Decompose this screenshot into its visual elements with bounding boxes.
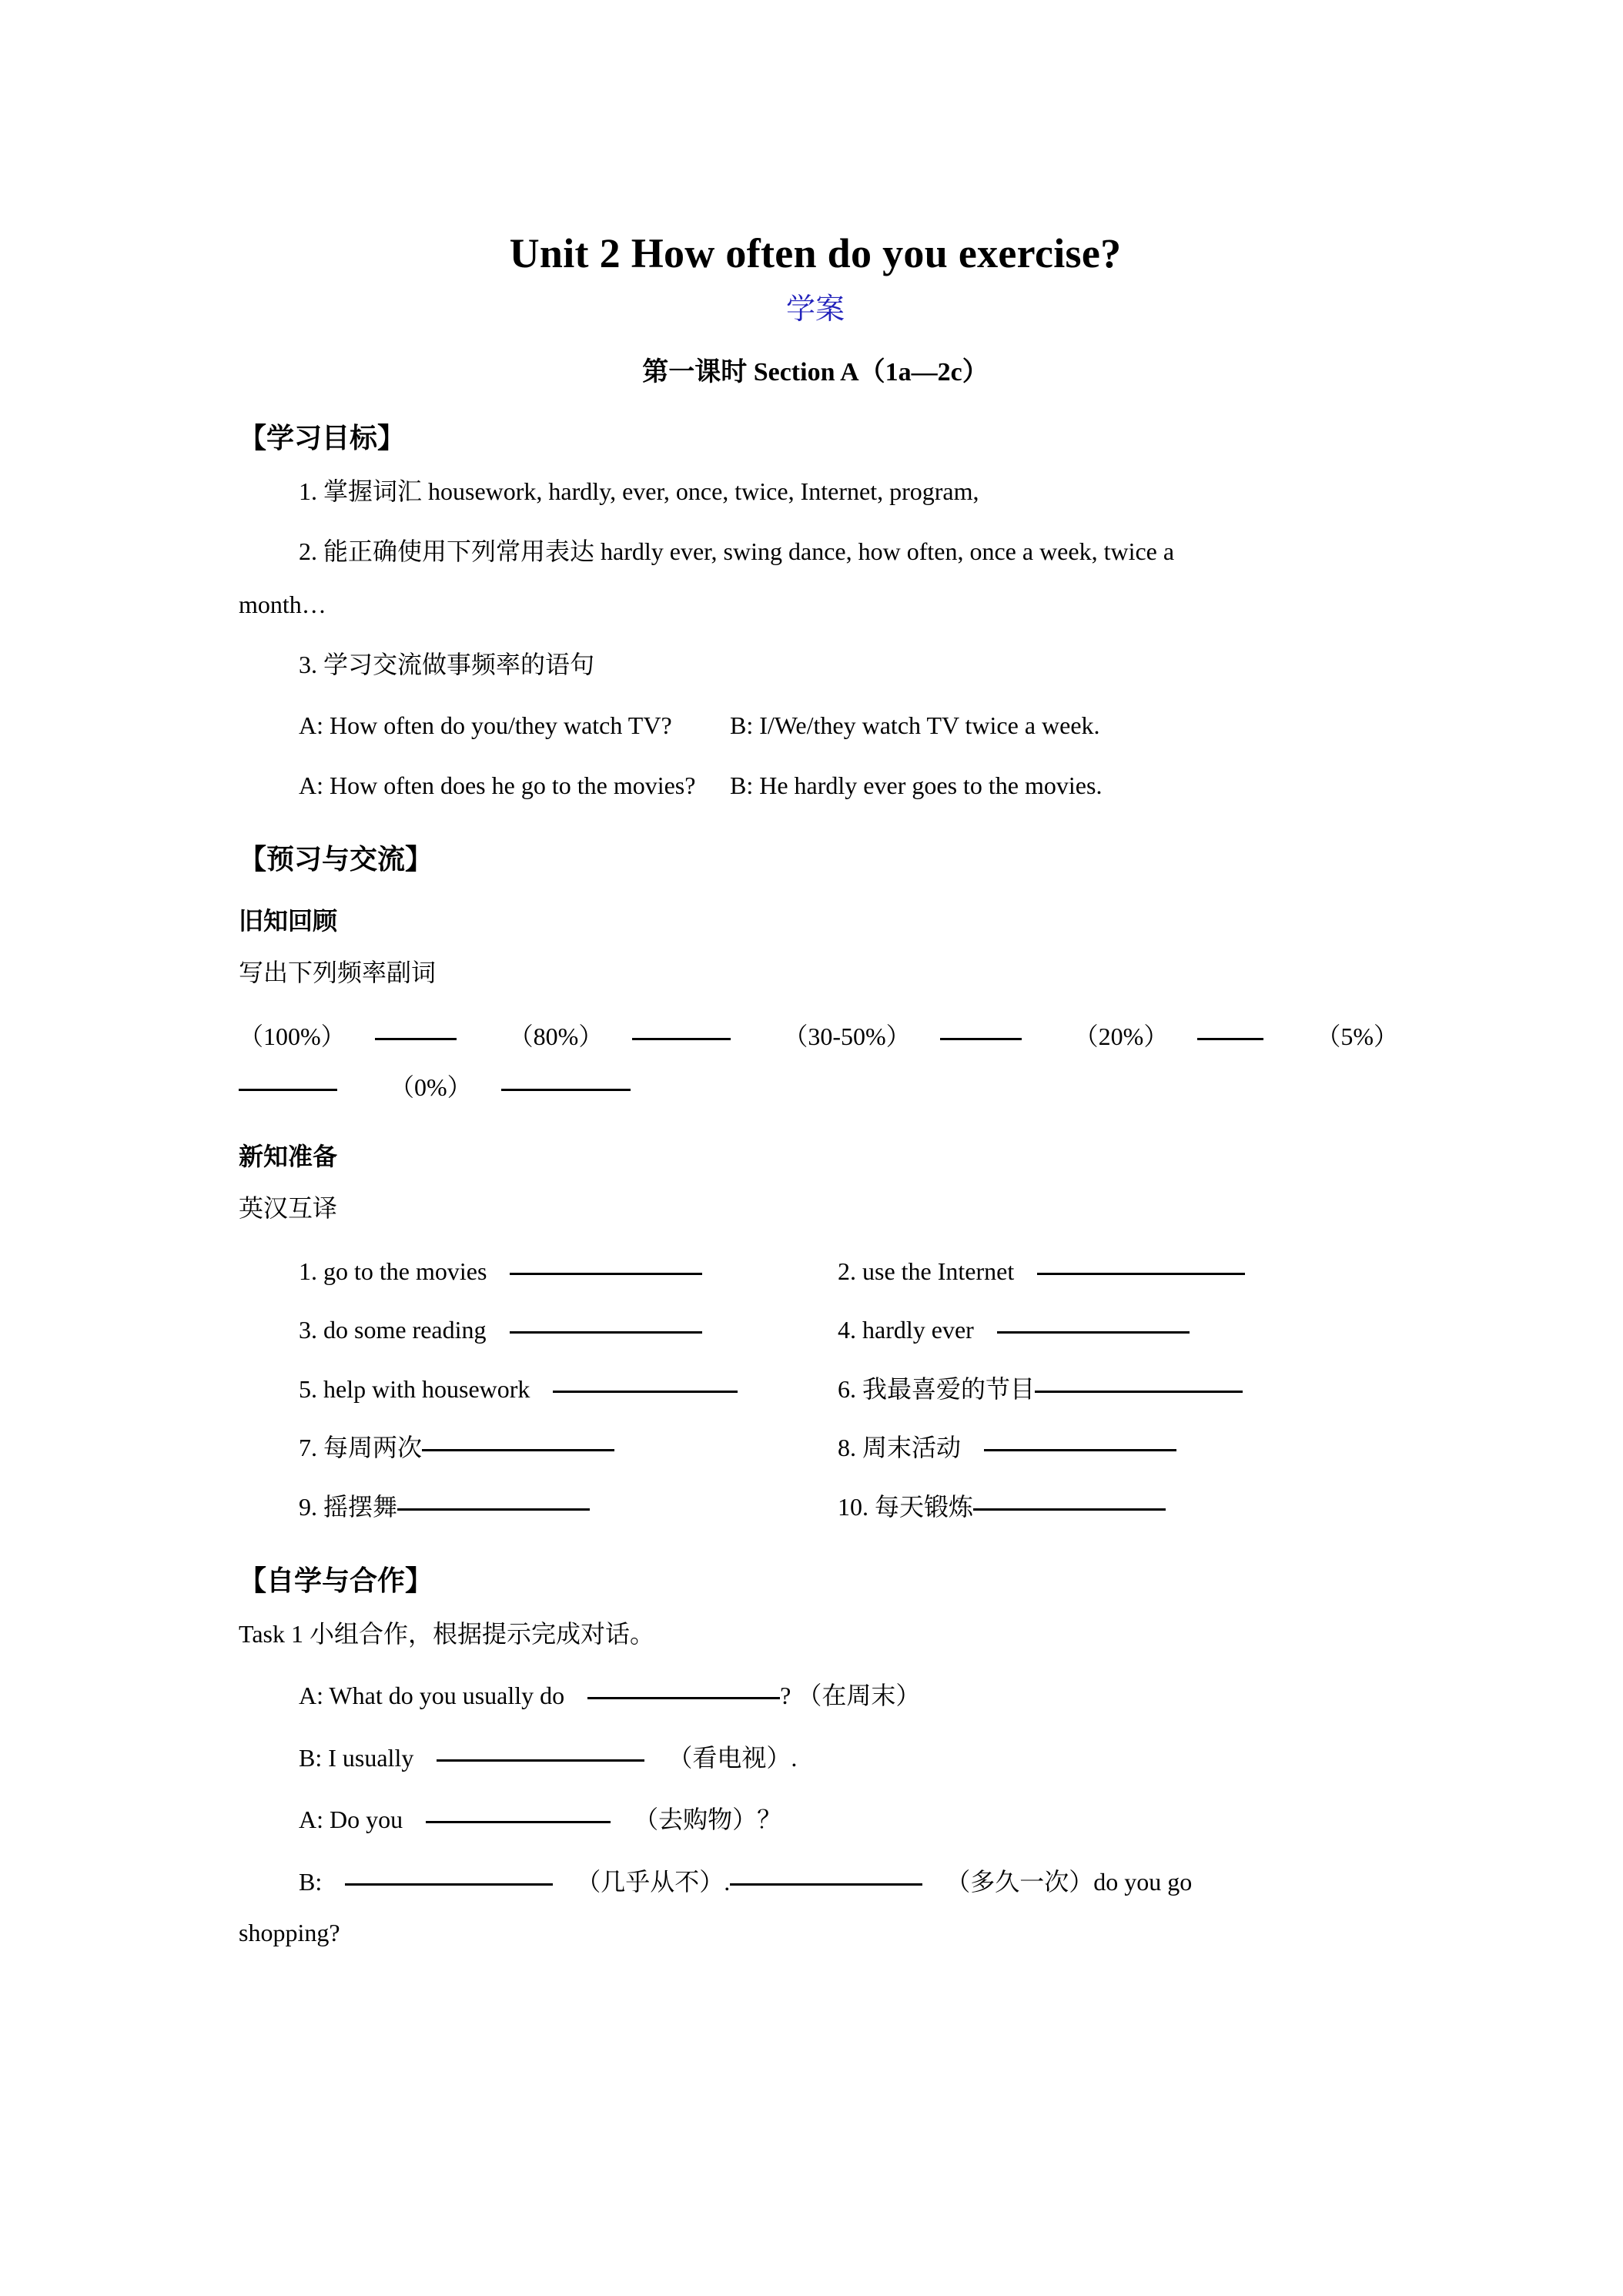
example-dialogue-row-2 [239,761,1392,809]
section-heading-objectives: 【学习目标】 [239,422,406,454]
dialogue-question-2: A: How often does he go to the movies? [299,771,696,800]
translation-item-7-label: 7. 每周两次 [299,1434,423,1462]
task1-line-b1 [239,1734,1392,1782]
lesson-period-heading: 第一课时 Section A（1a—2c） [642,358,989,387]
translation-item-8 [838,1424,1392,1471]
task1-line-b2-continuation: shopping? [239,1918,340,1946]
frequency-label-5: （5%） [1316,1022,1399,1050]
translation-item-2-label: 2. use the Internet [838,1257,1015,1285]
task1-line-b2 [239,1858,1392,1906]
translation-item-9-label: 9. 摇摆舞 [299,1492,398,1521]
translation-blank-7[interactable] [422,1449,614,1451]
dialogue-answer-2: B: He hardly ever goes to the movies. [730,771,1103,800]
dialogue-answer-1: B: I/We/they watch TV twice a week. [730,711,1100,739]
translation-item-2 [838,1247,1392,1295]
translation-blank-1[interactable] [510,1273,702,1275]
translation-row [299,1306,1392,1354]
frequency-label-80: （80%） [508,1022,604,1050]
frequency-label-0: （0%） [390,1073,472,1102]
task1-line-a1-post: ? （在周末） [780,1682,921,1710]
frequency-blank-5[interactable] [239,1089,337,1091]
frequency-label-100: （100%） [239,1022,346,1050]
translation-blank-3[interactable] [510,1331,702,1334]
frequency-blank-row-1 [239,1012,1399,1060]
translation-item-1 [299,1247,838,1295]
translation-row [299,1365,1392,1413]
translation-item-7 [299,1424,838,1471]
translation-item-6 [838,1365,1392,1413]
task1-line-b1-post: （看电视）. [668,1743,798,1772]
page-subtitle: 学案 [785,293,845,326]
section-heading-selfstudy: 【自学与合作】 [239,1564,433,1596]
task1-line-a1-pre: A: What do you usually do [299,1682,565,1710]
subsection-heading-newknowledge: 新知准备 [239,1142,338,1170]
task1-blank-4[interactable] [345,1883,553,1886]
translation-row [299,1247,1392,1295]
translation-item-8-label: 8. 周末活动 [838,1434,962,1462]
dialogue-question-1: A: How often do you/they watch TV? [299,711,672,739]
translation-prompt: 英汉互译 [239,1193,338,1222]
task1-blank-5[interactable] [730,1883,922,1886]
task1-blank-3[interactable] [426,1821,611,1823]
review-prompt: 写出下列频率副词 [239,959,437,987]
objective-item-3: 3. 学习交流做事频率的语句 [299,651,595,679]
translation-item-1-label: 1. go to the movies [299,1257,487,1285]
objective-item-1: 1. 掌握词汇 housework, hardly, ever, once, twice, Internet, program, [299,477,979,506]
translation-item-10-label: 10. 每天锻炼 [838,1492,974,1521]
task1-line-b2-pre: B: [299,1867,323,1896]
task1-line-b2-post: （多久一次）do you go [945,1867,1193,1896]
subsection-heading-review: 旧知回顾 [239,907,338,935]
translation-item-3-label: 3. do some reading [299,1316,487,1344]
translation-item-5 [299,1365,838,1413]
section-heading-preview: 【预习与交流】 [239,843,433,875]
frequency-blank-100[interactable] [375,1038,457,1040]
translation-blank-9[interactable] [397,1508,590,1511]
frequency-label-20: （20%） [1073,1022,1169,1050]
frequency-blank-20[interactable] [1197,1038,1263,1040]
translation-item-4-label: 4. hardly ever [838,1316,974,1344]
task1-line-a2 [239,1796,1392,1843]
task1-line-b2-mid: （几乎从不）. [576,1867,731,1896]
translation-blank-2[interactable] [1037,1273,1245,1275]
task1-line-a2-pre: A: Do you [299,1806,403,1834]
translation-item-5-label: 5. help with housework [299,1374,530,1403]
example-dialogue-row-1 [239,701,1392,749]
translation-exercise-grid [239,1247,1392,1531]
translation-item-10 [838,1483,1392,1531]
frequency-blank-30-50[interactable] [940,1038,1022,1040]
frequency-blank-0[interactable] [501,1089,631,1091]
task1-title: Task 1 小组合作，根据提示完成对话。 [239,1619,654,1648]
task1-line-a1 [239,1672,1392,1719]
translation-blank-6[interactable] [1035,1391,1243,1393]
frequency-blank-row-2 [239,1063,1392,1111]
translation-row [299,1424,1392,1471]
frequency-blank-80[interactable] [632,1038,731,1040]
task1-blank-2[interactable] [437,1759,644,1762]
frequency-label-30-50: （30-50%） [783,1022,911,1050]
task1-blank-1[interactable] [587,1697,780,1699]
page-title: Unit 2 How often do you exercise? [509,230,1122,276]
translation-item-4 [838,1306,1392,1354]
translation-item-6-label: 6. 我最喜爱的节目 [838,1374,1036,1403]
task1-line-a2-post: （去购物）？ [634,1806,782,1834]
translation-blank-4[interactable] [997,1331,1190,1334]
translation-row [299,1483,1392,1531]
translation-blank-8[interactable] [984,1449,1176,1451]
translation-item-3 [299,1306,838,1354]
translation-blank-10[interactable] [973,1508,1166,1511]
objective-item-2-continuation: month… [239,590,326,618]
translation-blank-5[interactable] [553,1391,738,1393]
objective-item-2: 2. 能正确使用下列常用表达 hardly ever, swing dance, how often, once a week, twice a [299,537,1175,566]
task1-line-b1-pre: B: I usually [299,1743,414,1772]
translation-item-9 [299,1483,838,1531]
